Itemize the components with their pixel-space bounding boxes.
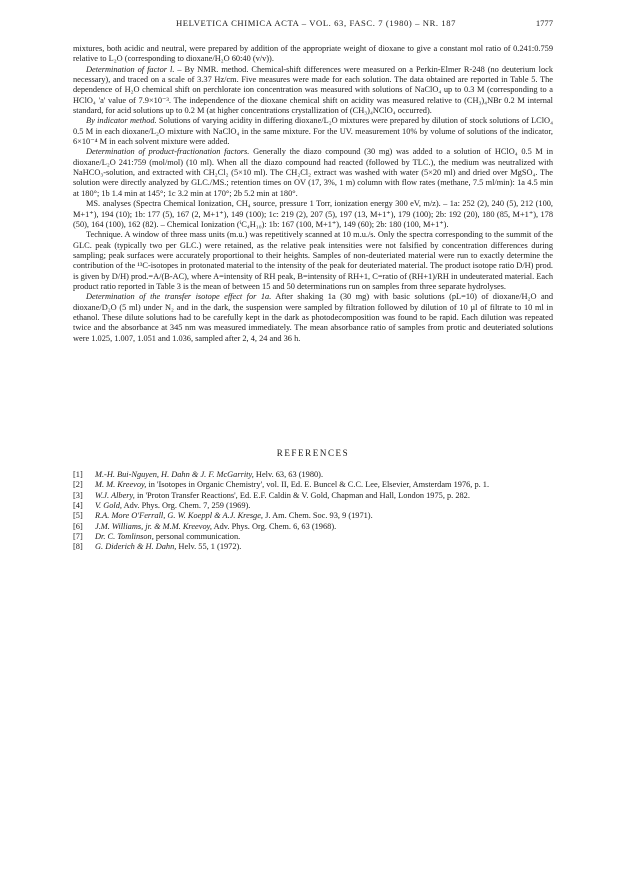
reference-source: Adv. Phys. Org. Chem. 7, 259 (1969). [121, 501, 251, 510]
paragraph: mixtures, both acidic and neutral, were prepared by addition of the appropriate weight of dioxane to give a constant mol ratio of 0.241:0.759 relative to L₂O (corresponding to dioxane/H₂O 60:40 (v/v)). [73, 44, 553, 64]
reference-item [73, 511, 553, 521]
reference-item [73, 480, 553, 490]
reference-text [95, 470, 553, 480]
page-number: 1777 [535, 18, 553, 28]
reference-number: [1] [73, 469, 83, 479]
reference-authors: W.J. Albery, [95, 490, 135, 500]
reference-authors: J.M. Williams, jr. & M.M. Kreevoy, [95, 521, 212, 531]
paragraph [73, 292, 553, 344]
paragraph-text: Generally the diazo compound (30 mg) was added to a solution of HClO₄ 0.5 M in dioxane/L₂O 241:759 (mol/mol) (10 ml). When all the diazo compound had reacted (followed by TLC.), the medium was neutralized with NaHCO₃-solution, and extracted with CH₂Cl₂ (5×10 ml). The CH₂Cl₂ extract was washed with water (5×20 ml) and dried over MgSO₄. The solution were directly analyzed by GLC./MS.; retention times on OV (17, 3%, 1 m) column with flow rates (methane, 7.5 ml/min): 1a 4.5 min at 180°; 1b 1.4 min at 145°; 1c 3.2 min at 170°; 2b 5.2 min at 180°. [73, 147, 553, 198]
reference-authors: R.A. More O'Ferrall, G. W. Koeppl & A.J. Kresge, [95, 511, 264, 521]
reference-item [73, 522, 553, 532]
reference-number: [5] [73, 511, 83, 521]
reference-item [73, 542, 553, 552]
reference-source: personal communication. [153, 532, 241, 542]
reference-number: [3] [73, 490, 83, 500]
reference-number: [4] [73, 501, 83, 510]
reference-authors: Dr. C. Tomlinson, [95, 532, 154, 542]
reference-number: [7] [73, 532, 83, 542]
section-heading: By indicator method. [86, 116, 157, 126]
reference-source: J. Am. Chem. Soc. 93, 9 (1971). [263, 511, 373, 521]
references-heading: REFERENCES [276, 447, 350, 458]
paragraph-text: After shaking 1a (30 mg) with basic solutions (pL=10) of dioxane/H₂O and dioxane/D₂O (5 ml) under N₂ and in the dark, the suspension were sampled by filtration followed by dilution of 10 µl of filtrate to 10 ml in ethanol. These dilute solutions had to be carefully kept in the dark as photodecomposition was found to be rapid. Each dilution was repeated twice and the absorbance at 345 nm was measured immediately. The mean absorbance ratio of samples from protic and deuteriated solutions were 1.025, 1.007, 1.051 and 1.036, sampled after 2, 4, 24 and 36 h. [73, 292, 553, 343]
journal-page [73, 18, 553, 553]
reference-source: Adv. Phys. Org. Chem. 6, 63 (1968). [211, 521, 337, 531]
paragraph [73, 147, 553, 199]
reference-source: in 'Isotopes in Organic Chemistry', vol. II, Ed. E. Buncel & C.C. Lee, Elsevier, Amsterdam 1976, p. 1. [146, 480, 490, 490]
reference-list [73, 470, 553, 553]
reference-text [95, 542, 553, 552]
reference-text [95, 511, 553, 521]
reference-item [73, 491, 553, 501]
reference-authors: V. Gold, [95, 501, 122, 510]
reference-item [73, 501, 553, 511]
paragraph [73, 116, 553, 147]
paragraph [73, 65, 553, 117]
reference-text [95, 522, 553, 532]
reference-number: [2] [73, 480, 83, 490]
reference-number: [8] [73, 542, 83, 552]
article-body [73, 44, 553, 344]
reference-source: Helv. 55, 1 (1972). [176, 542, 242, 552]
reference-text [95, 491, 553, 501]
reference-text [95, 501, 553, 511]
reference-text [95, 532, 553, 542]
reference-text [95, 480, 553, 490]
reference-authors: M. M. Kreevoy, [95, 480, 147, 490]
section-heading: Determination of the transfer isotope effect for 1a. [86, 292, 272, 302]
journal-title: HELVETICA CHIMICA ACTA – VOL. 63, FASC. 7 (1980) – NR. 187 [176, 18, 457, 28]
reference-item [73, 532, 553, 542]
paragraph: MS. analyses (Spectra Chemical Ionization, CH₄ source, pressure 1 Torr, ionization energy 300 eV, m/z). – 1a: 252 (2), 240 (5), 212 (100, M+1⁺), 194 (10); 1b: 177 (5), 167 (2, M+1⁺), 149 (100); 1c: 219 (2), 207 (5), 197 (13, M+1⁺), 179 (100); 2b: 192 (20), 180 (85, M+1⁺), 178 (50), 164 (100), 162 (82). – Chemical Ionization (ⁱC₄H₁₀): 1b: 167 (100, M+1⁺), 149 (60); 2b: 180 (100, M+1⁺). [73, 199, 553, 229]
reference-authors: G. Diderich & H. Dahn, [95, 542, 177, 552]
section-heading: Determination of factor l. [86, 64, 175, 74]
running-header [73, 18, 553, 32]
reference-number: [6] [73, 521, 83, 531]
reference-authors: M.-H. Bui-Nguyen, H. Dahn & J. F. McGarrity, [95, 469, 254, 479]
paragraph-text: Solutions of varying acidity in differing dioxane/L₂O mixtures were prepared by dilution of stock solutions of LClO₄ 0.5 M in each dioxane/L₂O mixture with NaClO₄ in the same mixture. For the UV. measurement 10% by volume of solutions of the indicator, 6×10⁻⁴ M in each solvent mixture were added. [73, 116, 553, 147]
paragraph: Technique. A window of three mass units (m.u.) was repetitively scanned at 10 m.u./s. Only the spectra corresponding to the summit of the GLC. peak (typically two per GLC.) were retained, as the relative peak intensities were not falsified by concentration differences during sampling; peak surfaces were accurately proportional to their heights. Samples of non-deuteriated material were run to exactly determine the contribution of the ¹³C-isotopes in protonated material to the intensity of the peak for deuteriated material. The product isotope ratio D/H) prod. is given by D/H) prod.=A/(B-AC), where A=intensity of RH peak, B=intensity of RH+1, C=ratio of (RH+1)/RH in undeuterated material. Each product ratio reported in Table 3 is the mean of between 15 and 50 determinations run on samples from three separate hydrolyses. [73, 230, 553, 291]
section-heading: Determination of product-fractionation factors. [86, 147, 250, 157]
reference-item [73, 470, 553, 480]
reference-source: Helv. 63, 63 (1980). [253, 469, 324, 479]
reference-source: in 'Proton Transfer Reactions', Ed. E.F. Caldin & V. Gold, Chapman and Hall, London 1975, p. 282. [134, 490, 470, 500]
paragraph-text: – By NMR. method. Chemical-shift differences were measured on a Perkin-Elmer R-248 (no deuterium lock necessary), and traced on a scale of 3.37 Hz/cm. Five measures were made for each solution. The data obtained are reported in Table 5. The dependence of H₂O chemical shift on perchlorate ion concentration was measured with solutions of NaClO₄ up to 0.3 M (corresponding to a HClO₄ 'a' value of 7.9×10⁻³. The independence of the dioxane chemical shift on acidity was measured relative to (CH₃)₄NBr 0.2 M internal standard, for acid solutions up to 0.2 M (at higher concentrations crystallization of (CH₃)₄NClO₄ occurred). [73, 64, 553, 116]
